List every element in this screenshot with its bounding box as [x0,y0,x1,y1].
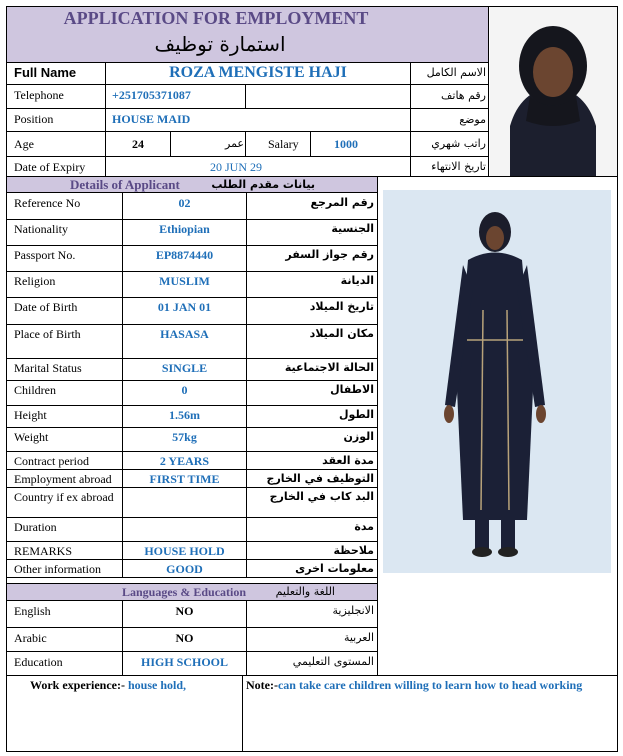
salary-label: Salary [268,137,299,151]
details-row-arabic: مكان الميلاد [309,327,374,340]
languages-row-arabic: العربية [343,631,374,644]
telephone-value: +251705371087 [112,88,191,102]
languages-row-arabic: المستوى التعليمي [292,655,374,668]
languages-title: Languages & Education [122,585,247,599]
languages-row-label: Arabic [14,631,47,645]
details-row-value: 0 [181,383,188,397]
details-row-label: Children [14,383,56,397]
details-row [6,427,377,451]
details-row-value: GOOD [166,562,203,576]
details-row [6,469,377,487]
details-row-label: Duration [14,520,57,534]
details-row [6,245,377,271]
details-row-arabic: الطول [338,408,374,421]
details-row-arabic: ملاحظة [333,544,374,557]
details-row-arabic: البد كاب في الخارج [269,490,374,503]
details-row [6,517,377,541]
details-row [6,405,377,427]
details-row [6,380,377,405]
full-body-illustration [383,190,611,573]
details-row-label: REMARKS [14,544,73,558]
details-row-arabic: الاطفال [330,383,374,396]
details-row-label: Height [14,408,47,422]
details-row [6,324,377,358]
languages-row-value: HIGH SCHOOL [140,655,229,669]
work-experience-label: Work experience:- [30,678,125,692]
details-row-label: Place of Birth [14,327,81,341]
details-row-label: Country if ex abroad [14,490,114,504]
page-title-arabic: استمارة توظيف [154,32,286,56]
languages-row-value: NO [175,604,194,618]
details-row [6,193,377,219]
details-row-label: Reference No [14,196,81,210]
age-arabic: عمر [225,137,244,150]
languages-row-label: English [14,604,51,618]
headshot-photo [490,6,617,176]
details-row-label: Weight [14,430,49,444]
headshot-illustration [490,6,617,176]
work-experience [30,678,186,693]
details-row-arabic: الوزن [343,430,374,443]
details-row-label: Date of Birth [14,300,78,314]
languages-row-value: NO [175,631,194,645]
details-row-value: HASASA [160,327,209,341]
note-label: Note:- [246,678,278,692]
details-title-arabic: بيانات مقدم الطلب [211,178,315,191]
work-experience-value: house hold, [127,678,186,692]
age-value: 24 [132,137,144,151]
details-row-value: Ethiopian [159,222,210,236]
details-row-arabic: الديانة [340,274,374,287]
details-row-label: Nationality [14,222,68,236]
salary-arabic: راتب شهري [431,137,486,150]
position-label: Position [14,112,54,126]
details-row-value: HOUSE HOLD [144,544,225,558]
details-row-value: 1.56m [169,408,200,422]
languages-row-arabic: الانجليزية [332,604,374,617]
details-row-value: 01 JAN 01 [157,300,212,314]
full-name-label: Full Name [14,65,77,80]
details-row-arabic: التوظيف في الخارج [266,472,374,485]
details-row-value: EP8874440 [155,248,214,262]
details-row [6,297,377,324]
details-row-arabic: رقم المرجع [310,196,374,209]
details-row-label: Passport No. [14,248,76,262]
full-name-value: ROZA MENGISTE HAJI [169,64,347,81]
telephone-arabic: رقم هاتف [441,89,486,102]
details-row [6,559,377,577]
details-row [6,271,377,297]
languages-row [6,600,377,627]
note-value: can take care children willing to learn how to head working [277,678,583,692]
details-row-arabic: معلومات اخرى [295,562,374,575]
telephone-label: Telephone [14,88,64,102]
details-header-band [7,177,377,192]
details-row-value: 2 YEARS [159,454,210,468]
details-row-value: 57kg [172,430,197,444]
details-row-arabic: الجنسية [331,222,374,235]
details-row-arabic: الحالة الاجتماعية [284,361,374,374]
details-row-value: 02 [178,196,191,210]
position-value: HOUSE MAID [112,112,191,126]
languages-row [6,627,377,651]
details-row-label: Other information [14,562,101,576]
details-row-arabic: مدة [354,520,374,533]
page-title: APPLICATION FOR EMPLOYMENT [63,8,369,28]
details-row-value: MUSLIM [159,274,210,288]
expiry-value: 20 JUN 29 [209,160,262,174]
details-row-label: Employment abroad [14,472,112,486]
details-row-label: Marital Status [14,361,82,375]
languages-row [6,651,377,675]
details-row [6,541,377,559]
languages-row-label: Education [14,655,63,669]
details-row [6,358,377,380]
details-title: Details of Applicant [70,177,180,192]
details-row-arabic: رقم جواز السفر [285,248,374,261]
full-body-photo [383,190,611,573]
languages-title-arabic: اللغة والتعليم [275,585,335,598]
position-arabic: موضع [459,113,486,126]
expiry-label: Date of Expiry [14,160,86,174]
details-row-label: Religion [14,274,56,288]
salary-value: 1000 [334,137,358,151]
age-label: Age [14,137,34,151]
details-row-label: Contract period [14,454,89,468]
details-row-value: FIRST TIME [149,472,220,486]
details-row-arabic: تاريخ الميلاد [309,300,374,313]
note [246,678,614,693]
details-row [6,487,377,517]
details-row-arabic: مدة العقد [322,454,374,467]
full-name-arabic: الاسم الكامل [426,66,486,79]
details-row [6,451,377,469]
details-row-value: SINGLE [161,361,208,375]
details-row [6,219,377,245]
expiry-arabic: تاريخ الانتهاء [431,160,486,173]
